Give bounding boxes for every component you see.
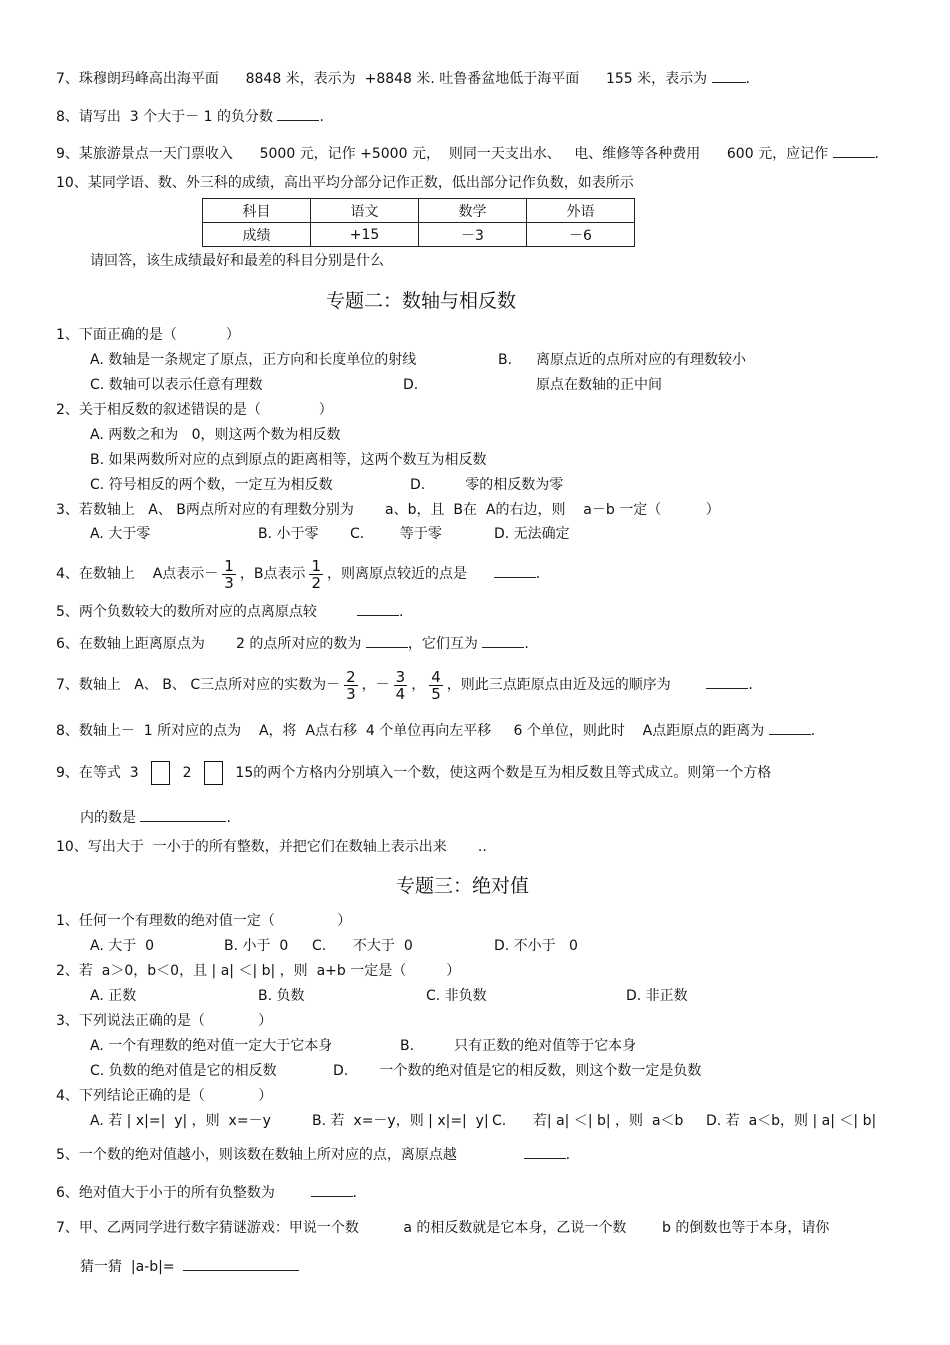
question-10-ask: 请回答，该生成绩最好和最差的科目分别是什么 xyxy=(90,253,384,269)
answer-blank xyxy=(524,1144,566,1159)
option-b: B. 只有正数的绝对值等于它本身 xyxy=(400,1038,637,1054)
option-c: C. 负数的绝对值是它的相反数 xyxy=(90,1063,277,1079)
fraction: $\frac{1}{3}$ xyxy=(224,556,234,592)
table-cell: 科目 xyxy=(203,199,311,223)
s2-question-9: 9、在等式 3 2 15的两个方格内分别填入一个数，使这两个数是互为相反数且等式成立。则第一个方格 xyxy=(56,761,771,785)
answer-box xyxy=(204,761,223,785)
table-cell: －3 xyxy=(419,223,527,247)
option-a: A. 大于零 xyxy=(90,526,151,542)
answer-blank xyxy=(357,601,399,616)
table-cell: 语文 xyxy=(311,199,419,223)
table-cell: －6 xyxy=(527,223,635,247)
s2-question-9-cont: 内的数是 . xyxy=(80,807,231,827)
answer-blank xyxy=(311,1182,353,1197)
s3-question-3: 3、下列说法正确的是（ ） xyxy=(56,1013,273,1029)
answer-box xyxy=(151,761,170,785)
s3-question-5: 5、一个数的绝对值越小，则该数在数轴上所对应的点，离原点越 . xyxy=(56,1144,570,1164)
option-b-label: B. xyxy=(498,352,513,368)
option-a: A. 若 | x|=| y| ，则 x=－y xyxy=(90,1113,271,1129)
s2-question-8: 8、数轴上－ 1 所对应的点为 A，将 A点右移 4 个单位再向左平移 6 个单位，则此时 A点距原点的距离为 . xyxy=(56,720,815,740)
table-cell: 外语 xyxy=(527,199,635,223)
option-a: A. 数轴是一条规定了原点，正方向和长度单位的射线 xyxy=(90,352,417,368)
section-title: 专题二：数轴与相反数 xyxy=(326,290,517,312)
answer-blank xyxy=(712,68,746,83)
table-row xyxy=(203,223,635,247)
option-d: D. 一个数的绝对值是它的相反数，则这个数一定是负数 xyxy=(333,1063,702,1079)
answer-blank xyxy=(494,563,536,578)
s2-question-3: 3、若数轴上 A、 B两点所对应的有理数分别为 a、b，且 B在 A的右边，则 a－b 一定（ ） xyxy=(56,502,720,518)
option-a: A. 两数之和为 0，则这两个数为相反数 xyxy=(90,427,341,443)
table-cell: 数学 xyxy=(419,199,527,223)
question-7: 7、珠穆朗玛峰高出海平面 8848 米，表示为 +8848 米. 吐鲁番盆地低于海平面 155 米，表示为 . xyxy=(56,68,750,88)
option-d-label: D. xyxy=(403,377,419,393)
option-b: B. 如果两数所对应的点到原点的距离相等，这两个数互为相反数 xyxy=(90,452,487,468)
s3-question-1: 1、任何一个有理数的绝对值一定（ ） xyxy=(56,913,352,929)
option-c: C. 等于零 xyxy=(350,526,442,542)
option-c: C. 若| a| ＜| b| ，则 a＜b xyxy=(492,1113,684,1129)
fraction: $\frac{1}{2}$ xyxy=(311,556,321,592)
fraction: $\frac{4}{5}$ xyxy=(431,667,441,703)
answer-blank xyxy=(769,720,811,735)
option-b: B. 小于 0 xyxy=(224,938,289,954)
option-c: C. 数轴可以表示任意有理数 xyxy=(90,377,263,393)
s3-question-6: 6、绝对值大于小于的所有负整数为 . xyxy=(56,1182,357,1202)
answer-blank xyxy=(183,1256,299,1271)
s3-question-4: 4、下列结论正确的是（ ） xyxy=(56,1088,273,1104)
table-cell: +15 xyxy=(311,223,419,247)
s2-question-10: 10、写出大于 一小于的所有整数，并把它们在数轴上表示出来 .. xyxy=(56,839,487,855)
answer-blank xyxy=(366,633,408,648)
option-a: A. 一个有理数的绝对值一定大于它本身 xyxy=(90,1038,333,1054)
question-9: 9、某旅游景点一天门票收入 5000 元，记作 +5000 元， 则同一天支出水、 电、维修等各种费用 600 元，应记作 . xyxy=(56,143,879,163)
s2-question-4: 4、在数轴上 A点表示－ $\frac{1}{3}$ ，B点表示 $\frac{1}{2}$ ，则离原点较近的点是 . xyxy=(56,556,541,592)
s2-question-6: 6、在数轴上距离原点为 2 的点所对应的数为 ，它们互为 . xyxy=(56,633,529,653)
option-d: D. 不小于 0 xyxy=(494,938,578,954)
option-b: B. 小于零 xyxy=(258,526,319,542)
s3-question-2: 2、若 a＞0，b＜0，且 | a| ＜| b| ，则 a+b 一定是（ ） xyxy=(56,963,461,979)
s2-question-5: 5、两个负数较大的数所对应的点离原点较 . xyxy=(56,601,403,621)
s2-question-1: 1、下面正确的是（ ） xyxy=(56,327,240,343)
table-header-row xyxy=(203,199,635,223)
s3-question-7-cont: 猜一猜 |a-b|= xyxy=(80,1256,299,1276)
answer-blank xyxy=(140,807,226,822)
answer-blank xyxy=(277,106,319,121)
question-8: 8、请写出 3 个大于－ 1 的负分数 . xyxy=(56,106,324,126)
option-d: D. 非正数 xyxy=(626,988,688,1004)
s3-question-7: 7、甲、乙两同学进行数字猜谜游戏：甲说一个数 a 的相反数就是它本身，乙说一个数 b 的倒数也等于本身，请你 xyxy=(56,1220,830,1236)
answer-blank xyxy=(833,143,875,158)
option-c: C. 不大于 0 xyxy=(312,938,413,954)
option-b: 离原点近的点所对应的有理数较小 xyxy=(536,352,746,368)
answer-blank xyxy=(706,674,748,689)
fraction: $\frac{3}{4}$ xyxy=(395,667,406,703)
question-10: 10、某同学语、数、外三科的成绩，高出平均分部分记作正数，低出部分记作负数，如表所示 xyxy=(56,175,634,191)
option-d: D. 若 a＜b，则 | a| ＜| b| xyxy=(706,1113,877,1129)
s2-question-7: 7、数轴上 A、 B、 C三点所对应的实数为－ $\frac{2}{3}$ ，－ $\frac{3}{4}$ ， $\frac{4}{5}$ ，则此三点距原点由近及远的顺序为 . xyxy=(56,667,753,703)
option-a: A. 大于 0 xyxy=(90,938,155,954)
fraction: $\frac{2}{3}$ xyxy=(346,667,356,703)
score-table xyxy=(202,198,635,247)
option-b: B. 负数 xyxy=(258,988,305,1004)
option-b: B. 若 x=－y，则 | x|=| y| xyxy=(312,1113,489,1129)
table-cell: 成绩 xyxy=(203,223,311,247)
option-c: C. 非负数 xyxy=(426,988,487,1004)
option-a: A. 正数 xyxy=(90,988,137,1004)
answer-blank xyxy=(482,633,524,648)
option-d: D. 无法确定 xyxy=(494,526,570,542)
option-d: 原点在数轴的正中间 xyxy=(536,377,662,393)
option-c: C. 符号相反的两个数，一定互为相反数 xyxy=(90,477,333,493)
s2-question-2: 2、关于相反数的叙述错误的是（ ） xyxy=(56,402,333,418)
option-d: D. 零的相反数为零 xyxy=(410,477,564,493)
section-title: 专题三：绝对值 xyxy=(396,875,530,897)
